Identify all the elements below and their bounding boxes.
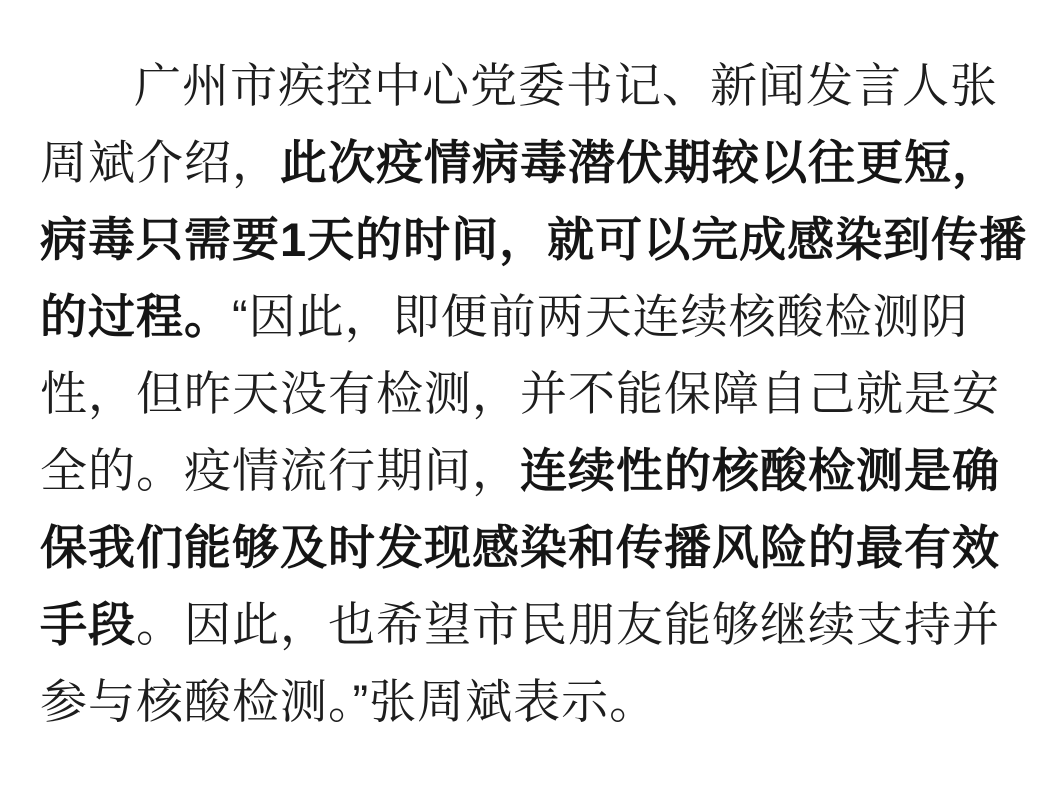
text-line	[40, 201, 1028, 278]
text-run: 。因此，也希望市民朋友能够继续支持并	[136, 598, 1000, 651]
text-run-bold: 的过程。	[40, 290, 232, 343]
text-run-bold: 病毒只需要1天的时间，就可以完成感染到传播	[40, 213, 1028, 266]
text-line	[40, 509, 1018, 586]
text-line	[40, 47, 1018, 124]
text-line	[40, 663, 1018, 740]
text-run: “因此，即便前两天连续核酸检测阴	[232, 290, 969, 343]
text-line	[40, 124, 1018, 201]
text-line	[40, 355, 1018, 432]
text-run-bold: 手段	[40, 598, 136, 651]
text-line	[40, 432, 1018, 509]
text-run: 全的。疫情流行期间，	[40, 444, 520, 497]
text-run-bold: 连续性的核酸检测是确	[520, 444, 1000, 497]
text-run-bold: 保我们能够及时发现感染和传播风险的最有效	[40, 521, 1000, 574]
text-run: 参与核酸检测。”张周斌表示。	[40, 675, 658, 728]
text-run: 广州市疾控中心党委书记、新闻发言人张	[134, 59, 998, 112]
text-run: 性，但昨天没有检测，并不能保障自己就是安	[40, 367, 1000, 420]
text-line	[40, 278, 1018, 355]
text-run-bold: 此次疫情病毒潜伏期较以往更短，	[280, 136, 1000, 189]
text-run: 周斌介绍，	[40, 136, 280, 189]
text-line	[40, 586, 1018, 663]
